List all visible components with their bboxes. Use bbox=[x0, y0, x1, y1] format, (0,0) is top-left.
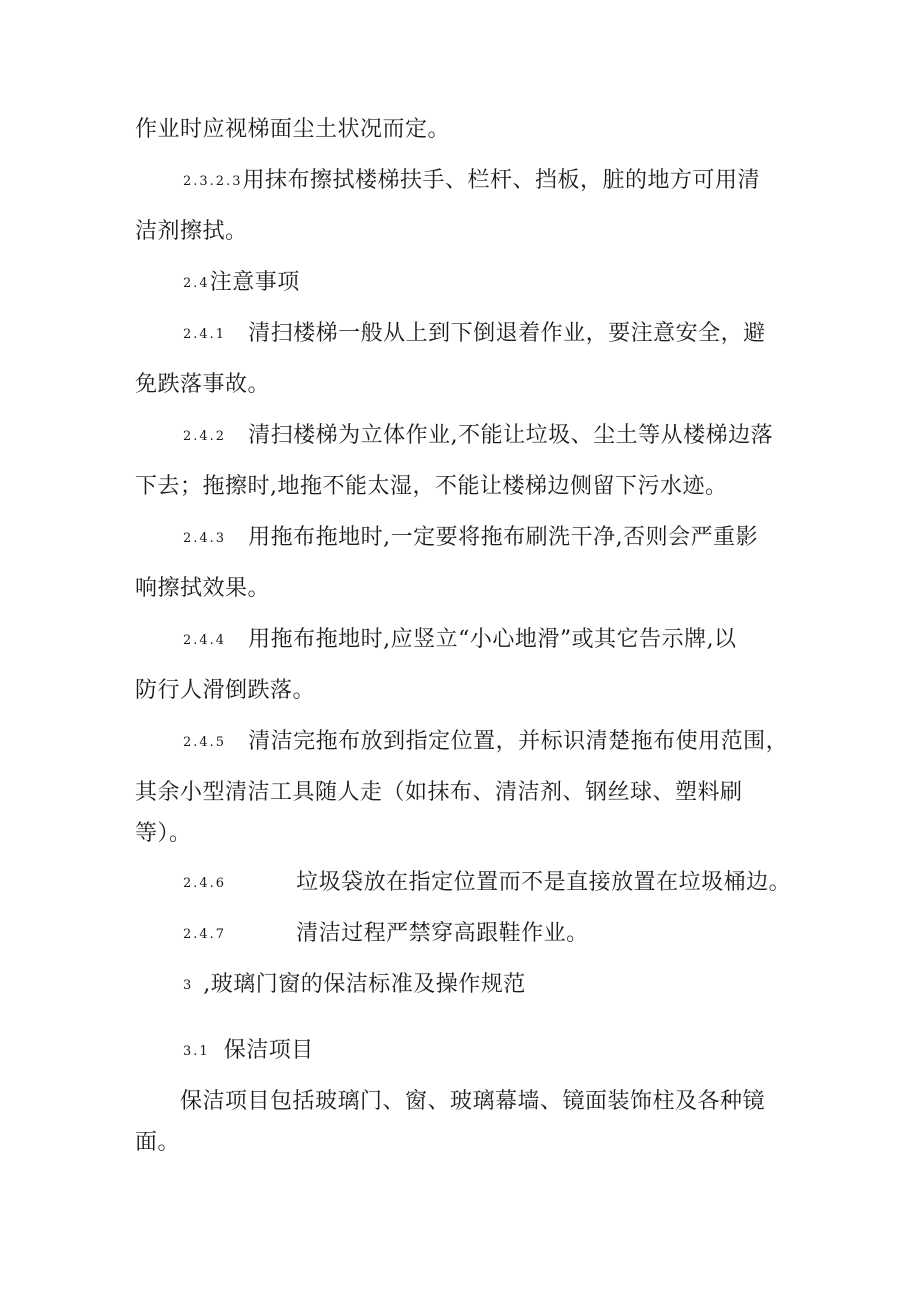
paragraph-line bbox=[183, 727, 788, 758]
paragraph-text: 保洁项目包括玻璃门、窗、玻璃幕墙、镜面装饰柱及各种镜 bbox=[180, 1089, 766, 1114]
paragraph-text: 用抹布擦拭楼梯扶手、栏杆、挡板，脏的地方可用清 bbox=[242, 168, 760, 193]
paragraph-line bbox=[135, 778, 743, 808]
section-number: 3 bbox=[183, 978, 194, 993]
paragraph-line bbox=[135, 115, 450, 145]
paragraph-text: 清扫楼梯一般从上到下倒退着作业，要注意安全，避 bbox=[248, 321, 766, 346]
paragraph-text: 清扫楼梯为立体作业,不能让垃圾、尘土等从楼梯边落 bbox=[248, 423, 774, 448]
paragraph-text: 下去；拖擦时,地拖不能太湿，不能让楼梯边侧留下污水迹。 bbox=[135, 474, 728, 499]
paragraph-line bbox=[183, 625, 737, 656]
paragraph-text: 用拖布拖地时,应竖立“小心地滑”或其它告示牌,以 bbox=[248, 627, 737, 652]
paragraph-line bbox=[135, 676, 315, 706]
paragraph-line bbox=[183, 970, 526, 1001]
paragraph-text: 用拖布拖地时,一定要将拖布刷洗干净,否则会严重影 bbox=[248, 525, 759, 550]
paragraph-line bbox=[183, 319, 766, 350]
paragraph-text: 免跌落事故。 bbox=[135, 372, 271, 397]
paragraph-line bbox=[183, 421, 773, 452]
paragraph-text: 其余小型清洁工具随人走（如抹布、清洁剂、钢丝球、塑料刷 bbox=[135, 780, 743, 805]
paragraph-text: 垃圾袋放在指定位置而不是直接放置在垃圾桶边。 bbox=[296, 870, 792, 895]
paragraph-text: ,玻璃门窗的保洁标准及操作规范 bbox=[203, 972, 526, 997]
paragraph-line bbox=[135, 370, 270, 400]
paragraph-line bbox=[135, 819, 192, 849]
paragraph-line bbox=[183, 166, 760, 197]
paragraph-text: 防行人滑倒跌落。 bbox=[135, 678, 316, 703]
section-number: 2.4 bbox=[183, 276, 210, 291]
paragraph-text: 作业时应视梯面尘土状况而定。 bbox=[135, 117, 451, 142]
section-number: 2.4.6 bbox=[183, 876, 227, 891]
paragraph-text: 注意事项 bbox=[209, 270, 300, 295]
paragraph-line bbox=[135, 574, 270, 604]
paragraph-line bbox=[183, 268, 300, 299]
paragraph-text: 面。 bbox=[135, 1130, 181, 1155]
paragraph-line bbox=[180, 1087, 765, 1117]
paragraph-line bbox=[135, 472, 728, 502]
paragraph-line bbox=[183, 523, 758, 554]
paragraph-line bbox=[183, 919, 589, 950]
section-number: 2.4.5 bbox=[183, 735, 227, 750]
section-number: 2.4.1 bbox=[183, 327, 227, 342]
section-number: 2.3.2.3 bbox=[183, 174, 243, 189]
section-number: 2.4.4 bbox=[183, 633, 227, 648]
paragraph-line bbox=[183, 1036, 314, 1067]
paragraph-text: 清洁完拖布放到指定位置，并标识清楚拖布使用范围， bbox=[248, 729, 789, 754]
section-number: 2.4.2 bbox=[183, 429, 227, 444]
paragraph-line bbox=[135, 217, 248, 247]
paragraph-line bbox=[135, 1128, 180, 1158]
paragraph-line bbox=[183, 868, 791, 899]
paragraph-text: 清洁过程严禁穿高跟鞋作业。 bbox=[296, 921, 589, 946]
paragraph-text: 等）。 bbox=[135, 821, 192, 846]
paragraph-text: 保洁项目 bbox=[223, 1038, 314, 1063]
paragraph-text: 洁剂擦拭。 bbox=[135, 219, 248, 244]
paragraph-text: 响擦拭效果。 bbox=[135, 576, 271, 601]
section-number: 2.4.7 bbox=[183, 927, 227, 942]
section-number: 3.1 bbox=[183, 1044, 210, 1059]
section-number: 2.4.3 bbox=[183, 531, 227, 546]
